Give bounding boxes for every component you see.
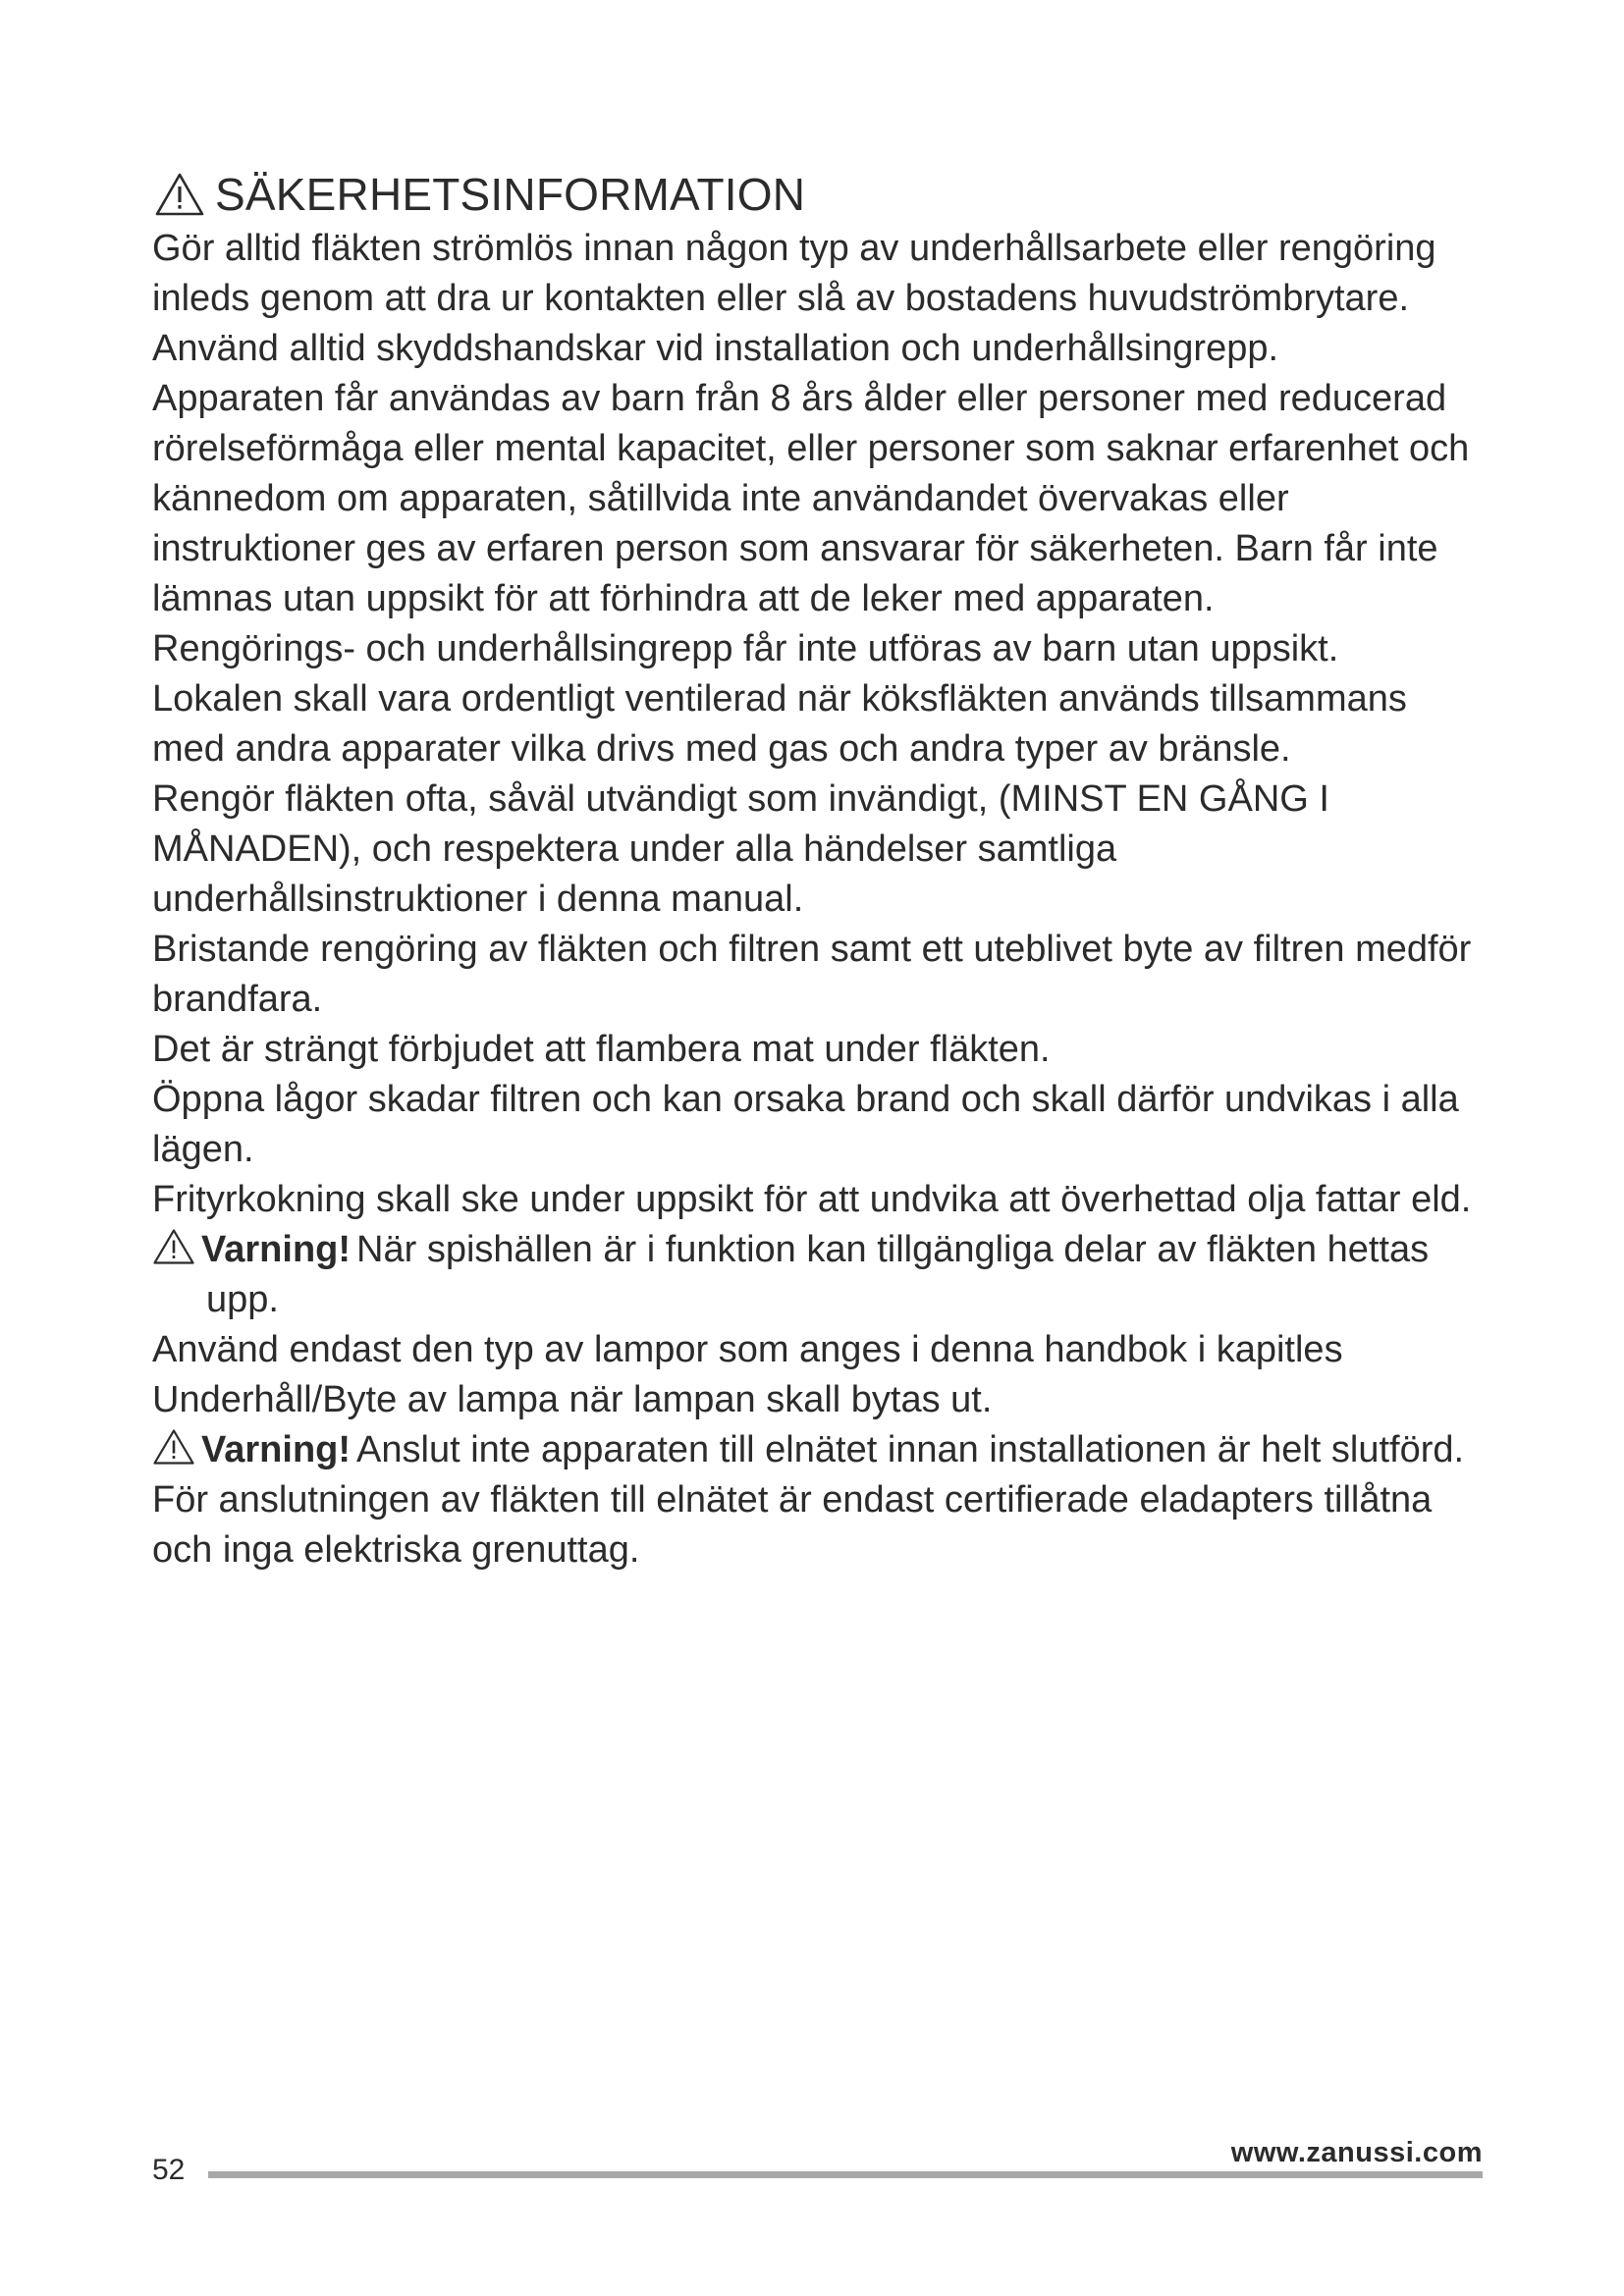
paragraph-lamps: Använd endast den typ av lampor som anges i denna handbok i kapitles Underhåll/Byte av lampa när lampan skall bytas ut. bbox=[152, 1329, 1343, 1420]
paragraph-deep-frying: Frityrkokning skall ske under uppsikt för att undvika att överhettad olja fattar eld. bbox=[152, 1179, 1472, 1220]
page-number: 52 bbox=[152, 2154, 186, 2186]
page-footer bbox=[152, 2137, 1483, 2199]
paragraph-gloves: Använd alltid skyddshandskar vid installation och underhållsingrepp. bbox=[152, 328, 1279, 369]
warning-label: Varning! bbox=[201, 1229, 352, 1270]
website-url: www.zanussi.com bbox=[1230, 2137, 1483, 2168]
footer-divider bbox=[208, 2171, 1483, 2178]
warning-installation bbox=[152, 1425, 1488, 1475]
paragraph-open-flames: Öppna lågor skadar filtren och kan orsaka brand och skall därför undvikas i alla lägen. bbox=[152, 1079, 1459, 1170]
safety-section bbox=[152, 165, 1488, 1575]
warning-text: Anslut inte apparaten till elnätet innan installationen är helt slutförd. bbox=[356, 1429, 1465, 1470]
paragraph-ventilation: Lokalen skall vara ordentligt ventilerad när köksfläkten används tillsammans med andra apparater vilka drivs med gas och andra typer av bränsle. bbox=[152, 678, 1407, 770]
warning-text: När spishällen är i funktion kan tillgängliga delar av fläkten hettas upp. bbox=[206, 1229, 1430, 1320]
warning-triangle-icon bbox=[152, 1228, 195, 1265]
warning-hot-parts bbox=[152, 1225, 1488, 1325]
section-heading bbox=[152, 165, 1488, 224]
warning-label: Varning! bbox=[201, 1429, 352, 1470]
warning-triangle-icon bbox=[152, 1428, 195, 1466]
paragraph-fire-risk: Bristande rengöring av fläkten och filtren samt ett uteblivet byte av filtren medför brandfara. bbox=[152, 929, 1472, 1020]
paragraph-children-cleaning: Rengörings- och underhållsingrepp får inte utföras av barn utan uppsikt. bbox=[152, 628, 1339, 669]
section-title: SÄKERHETSINFORMATION bbox=[215, 169, 806, 220]
warning-triangle-icon bbox=[154, 172, 205, 217]
paragraph-children-usage: Apparaten får användas av barn från 8 års ålder eller personer med reducerad rörelseförmåga eller mental kapacitet, eller personer som saknar erfarenhet och kännedom om apparaten, såtillvida inte användandet övervakas eller instruktioner ges av erfaren person som ansvarar för säkerheten. Barn får inte lämnas utan uppsikt för att förhindra att de leker med apparaten. bbox=[152, 378, 1470, 619]
paragraph-adapters: För anslutningen av fläkten till elnätet är endast certifierade eladapters tillåtna och inga elektriska grenuttag. bbox=[152, 1479, 1433, 1571]
paragraph-cleaning: Rengör fläkten ofta, såväl utvändigt som invändigt, (MINST EN GÅNG I MÅNADEN), och respektera under alla händelser samtliga underhållsinstruktioner i denna manual. bbox=[152, 778, 1329, 920]
paragraph-disconnect: Gör alltid fläkten strömlös innan någon typ av underhållsarbete eller rengöring inleds genom att dra ur kontakten eller slå av bostadens huvudströmbrytare. bbox=[152, 228, 1436, 319]
paragraph-flambe: Det är strängt förbjudet att flambera mat under fläkten. bbox=[152, 1029, 1051, 1070]
